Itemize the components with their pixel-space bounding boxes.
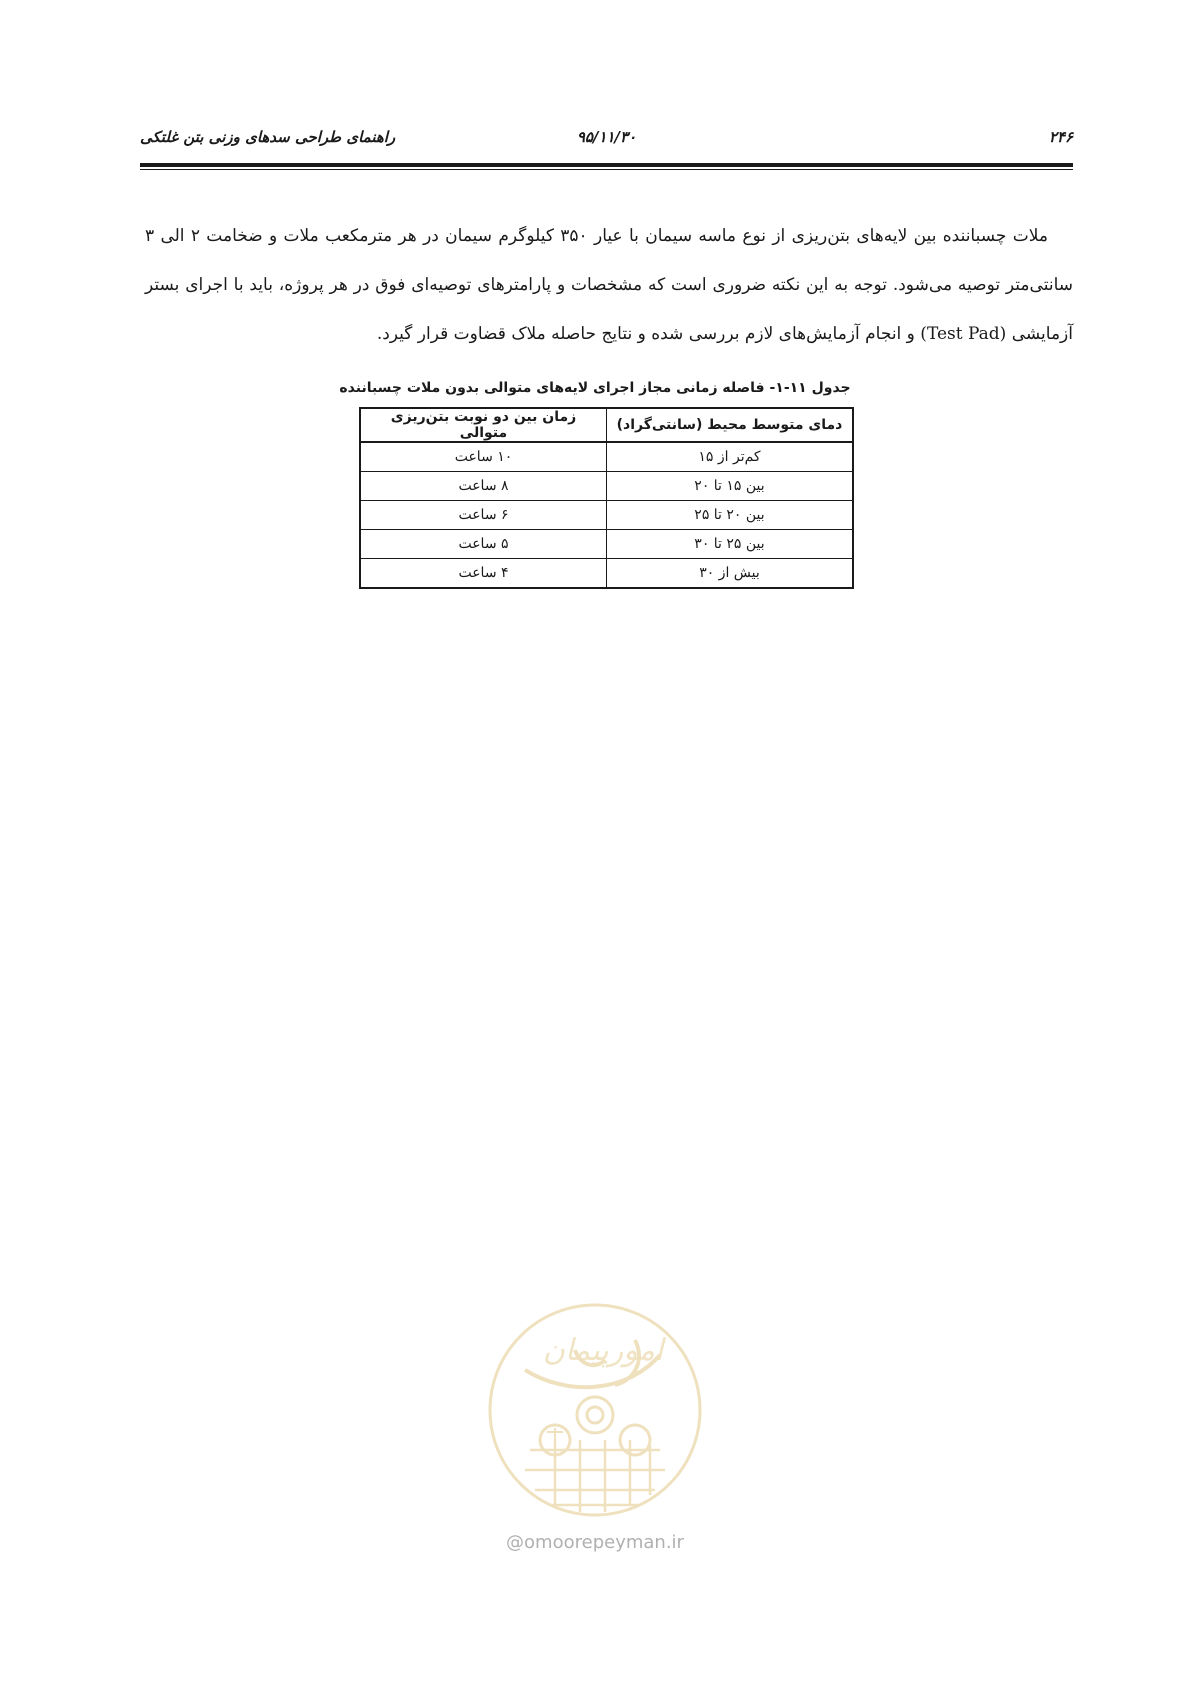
cell-interval: ۱۰ ساعت (360, 442, 607, 472)
cell-temperature: بین ۲۰ تا ۲۵ (607, 501, 854, 530)
header-interval: زمان بین دو نوبت بتن‌ریزی متوالی (360, 408, 607, 442)
cell-temperature: کم‌تر از ۱۵ (607, 442, 854, 472)
watermark-site: @omoorepeyman.ir (506, 1532, 684, 1553)
cell-temperature: بین ۲۵ تا ۳۰ (607, 530, 854, 559)
header-rule-thick (140, 163, 1073, 167)
table-row (360, 472, 853, 501)
watermark (485, 1300, 705, 1560)
table-row (360, 501, 853, 530)
cell-interval: ۸ ساعت (360, 472, 607, 501)
cell-interval: ۶ ساعت (360, 501, 607, 530)
book-title: راهنمای طراحی سدهای وزنی بتن غلتکی (140, 128, 396, 146)
table-row (360, 530, 853, 559)
header-temperature: دمای متوسط محیط (سانتی‌گراد) (607, 408, 854, 442)
watermark-logo (485, 1300, 705, 1530)
header-rule-thin (140, 169, 1073, 170)
table-caption: جدول ۱۱-۱- فاصله زمانی مجاز اجرای لایه‌های متوالی بدون ملات چسباننده (339, 380, 851, 396)
body-paragraph: ملات چسباننده بین لایه‌های بتن‌ریزی از نوع ماسه سیمان با عیار ۳۵۰ کیلوگرم سیمان در هر مترمکعب ملات و ضخامت ۲ الی ۳ سانتی‌متر توصیه می‌شود. توجه به این نکته ضروری است که مشخصات و پارامترهای توصیه‌ای فوق در هر پروژه، باید با اجرای بستر آزمایشی (Test Pad) و انجام آزمایش‌های لازم بررسی شده و نتایج حاصله ملاک قضاوت قرار گیرد. (145, 226, 1073, 344)
page-number: ۲۴۶ (1048, 128, 1073, 146)
cell-temperature: بین ۱۵ تا ۲۰ (607, 472, 854, 501)
page-header (140, 128, 1073, 152)
table-header-row (360, 408, 853, 442)
cell-interval: ۴ ساعت (360, 559, 607, 589)
data-table (359, 407, 854, 589)
cell-interval: ۵ ساعت (360, 530, 607, 559)
table-row (360, 559, 853, 589)
header-date: ۹۵/۱۱/۳۰ (576, 128, 637, 146)
watermark-logo-text: امورپیمان (542, 1333, 664, 1368)
table-row (360, 442, 853, 472)
cell-temperature: بیش از ۳۰ (607, 559, 854, 589)
